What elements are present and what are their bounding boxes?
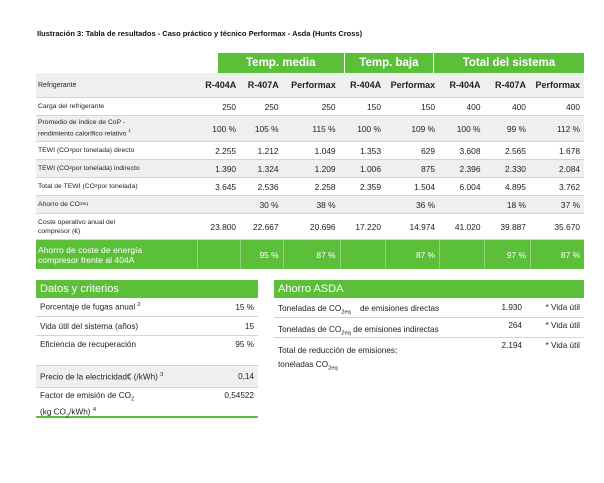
savings-row: Ahorro de coste de energía compresor frente al 404A 95 % 87 % 87 % 97 % 87 % [36,240,584,269]
list-item: Toneladas de $CO_{2eq}$ de emisiones indirectas 264 * Vida útil [274,318,584,338]
col-header: R-407A [247,80,279,90]
col-header: R-404A [205,80,237,90]
col-header: Performax [535,80,581,90]
col-header: R-407A [494,80,526,90]
col-header: Performax [291,80,336,90]
ahorro-asda-panel [274,280,584,374]
col-header: R-404A [449,80,481,90]
table-row: Coste operativo anual del compresor (€) 23.800 22.667 20.696 17.220 14.974 41.020 39.887 35.670 [36,214,584,240]
table-row: TEWI (CO 2 por tonelada) indirecto 1.390 1.324 1.209 1.006 875 2.396 2.330 2.084 [36,160,584,178]
table-row: Carga del refrigerante 250 250 250 150 150 400 400 400 [36,98,584,116]
group-temp-media: Temp. media [218,53,344,73]
group-temp-baja: Temp. baja [344,53,433,73]
refrigerant-label: Refrigerante [38,81,77,89]
list-item: Vida útil del sistema (años) 15 [36,317,258,336]
list-item: Toneladas de $CO_{2eq}$ de emisiones directas 1.930 * Vida útil [274,298,584,318]
results-table [36,53,584,269]
column-header-row [36,73,584,98]
datos-criterios-panel [36,280,258,418]
group-header-row [36,53,584,73]
list-item: Precio de la electricidad€ (/kWh) $^3$ 0,14 [36,366,258,388]
list-item: Total de reducción de emisiones; toneladas $CO_{2eq}$ 2.194 * Vida útil [278,341,580,372]
list-item: Porcentaje de fugas anual $^2$ 15 % [36,298,258,317]
table-row: Promedio de índice de CoP - rendimiento calorífico relativo $^1$ 100 % 105 % 115 % 100 % 109 % 100 % 99 % 112 % [36,116,584,142]
col-header: Performax [390,80,436,90]
datos-title: Datos y criterios [36,280,258,298]
table-row: TEWI (CO 2 por tonelada) directo 2.255 1.212 1.049 1.353 629 3.608 2.565 1.678 [36,142,584,160]
table-row: Ahorro de CO 2eq 30 % 38 % 36 % 18 % 37 % [36,196,584,214]
list-item: Eficiencia de recuperación 95 % [36,336,258,366]
list-item: Factor de emisión de $CO_2$ (kg $CO_2/kWh$) $^4$ 0,54522 [36,388,258,418]
col-header: R-404A [350,80,382,90]
figure-caption: Ilustración 3: Tabla de resultados - Caso práctico y técnico Performax - Asda (Hunts Cross) [37,29,363,38]
group-total-sistema: Total del sistema [433,53,584,73]
asda-title: Ahorro ASDA [274,280,584,298]
table-row: Total de TEWI (CO 2 por tonelada) 3.645 2.536 2.258 2.359 1.504 6.004 4.895 3.762 [36,178,584,196]
